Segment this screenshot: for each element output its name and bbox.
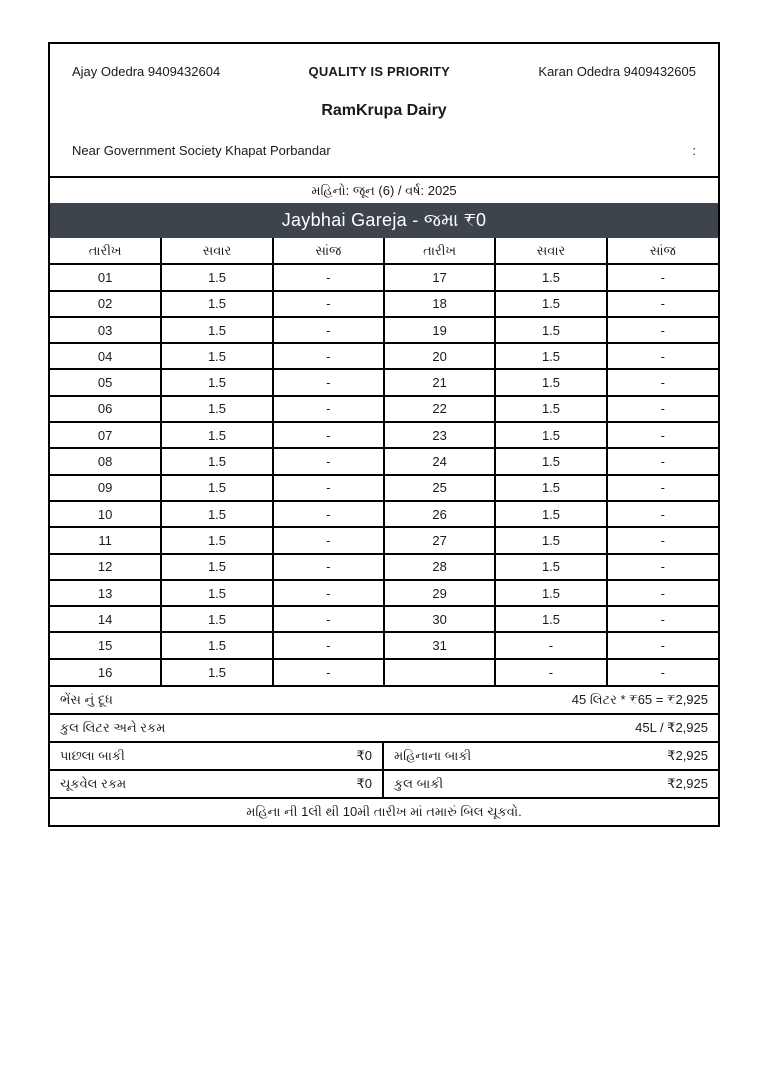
previous-and-month-due-row (50, 741, 718, 769)
table-cell: 22 (384, 396, 495, 422)
table-cell: - (273, 317, 384, 343)
month-due-value: ₹2,925 (667, 748, 708, 764)
month-due-cell (384, 743, 718, 769)
table-cell: 23 (384, 422, 495, 448)
table-cell: 1.5 (161, 527, 272, 553)
table-row (50, 659, 718, 685)
table-cell: 27 (384, 527, 495, 553)
table-cell: 1.5 (161, 422, 272, 448)
total-due-cell (384, 771, 718, 797)
address-text: Near Government Society Khapat Porbandar (72, 143, 331, 158)
table-cell: 31 (384, 632, 495, 658)
table-cell: 1.5 (495, 606, 606, 632)
table-cell: 1.5 (161, 632, 272, 658)
table-cell: 20 (384, 343, 495, 369)
customer-banner-text: Jaybhai Gareja - જમા ₹0 (281, 210, 487, 230)
table-cell: - (607, 448, 718, 474)
slogan: QUALITY IS PRIORITY (308, 64, 451, 79)
table-cell: - (607, 396, 718, 422)
table-cell: - (495, 632, 606, 658)
table-cell (384, 659, 495, 685)
table-cell: - (273, 527, 384, 553)
total-liters-row (50, 713, 718, 741)
table-cell: 17 (384, 264, 495, 290)
table-cell: 06 (50, 396, 161, 422)
column-header-date-right: તારીખ (384, 238, 495, 264)
table-cell: 1.5 (495, 501, 606, 527)
table-cell: 1.5 (495, 291, 606, 317)
table-cell: 1.5 (161, 606, 272, 632)
table-cell: 1.5 (495, 317, 606, 343)
table-cell: - (607, 527, 718, 553)
table-cell: 09 (50, 475, 161, 501)
table-cell: - (273, 501, 384, 527)
table-cell: 1.5 (161, 448, 272, 474)
table-row (50, 291, 718, 317)
table-row (50, 264, 718, 290)
table-cell: - (273, 606, 384, 632)
table-cell: 02 (50, 291, 161, 317)
table-row (50, 527, 718, 553)
payment-note-row (50, 797, 718, 825)
table-cell: 10 (50, 501, 161, 527)
period-row (50, 176, 718, 203)
table-cell: 21 (384, 369, 495, 395)
table-cell: 15 (50, 632, 161, 658)
table-cell: 13 (50, 580, 161, 606)
milk-log-table (50, 238, 718, 685)
table-cell: 29 (384, 580, 495, 606)
table-cell: - (607, 659, 718, 685)
milk-table-body (50, 264, 718, 685)
table-row (50, 580, 718, 606)
table-cell: 24 (384, 448, 495, 474)
table-cell: 1.5 (161, 659, 272, 685)
table-cell: 18 (384, 291, 495, 317)
column-header-morning-left: સવાર (161, 238, 272, 264)
total-liters-label: કુલ લિટર અને રકમ (60, 720, 166, 736)
total-due-value: ₹2,925 (667, 776, 708, 792)
table-row (50, 317, 718, 343)
total-liters-value: 45L / ₹2,925 (635, 720, 708, 736)
table-cell: - (607, 264, 718, 290)
table-cell: - (607, 580, 718, 606)
table-cell: - (273, 580, 384, 606)
table-cell: - (273, 448, 384, 474)
previous-due-label: પાછલા બાકી (60, 748, 125, 764)
table-cell: 1.5 (161, 396, 272, 422)
table-cell: - (607, 501, 718, 527)
table-cell: 1.5 (161, 501, 272, 527)
table-cell: - (607, 606, 718, 632)
buffalo-milk-row (50, 685, 718, 713)
table-cell: 1.5 (495, 554, 606, 580)
table-cell: - (273, 343, 384, 369)
table-cell: - (273, 264, 384, 290)
address-row (72, 143, 696, 158)
table-cell: 1.5 (161, 291, 272, 317)
table-cell: - (495, 659, 606, 685)
table-cell: 05 (50, 369, 161, 395)
table-row (50, 422, 718, 448)
customer-banner (50, 203, 718, 238)
table-cell: 1.5 (495, 422, 606, 448)
milk-table-head (50, 238, 718, 264)
table-row (50, 606, 718, 632)
table-cell: 1.5 (495, 343, 606, 369)
table-cell: - (607, 369, 718, 395)
table-cell: 1.5 (161, 343, 272, 369)
column-header-evening-left: સાંજ (273, 238, 384, 264)
table-cell: - (607, 422, 718, 448)
paid-and-total-due-row (50, 769, 718, 797)
table-cell: 08 (50, 448, 161, 474)
table-header-row (50, 238, 718, 264)
payment-note: મહિના ની 1લી થી 10મી તારીખ માં તમારું બિલ ચૂકવો. (246, 804, 522, 820)
table-cell: 07 (50, 422, 161, 448)
table-cell: 1.5 (495, 369, 606, 395)
table-cell: - (273, 475, 384, 501)
table-cell: 01 (50, 264, 161, 290)
previous-due-cell (50, 743, 384, 769)
table-row (50, 475, 718, 501)
table-row (50, 501, 718, 527)
table-cell: 1.5 (495, 475, 606, 501)
table-cell: - (273, 554, 384, 580)
table-cell: - (273, 396, 384, 422)
table-cell: 1.5 (495, 448, 606, 474)
table-row (50, 448, 718, 474)
table-cell: 04 (50, 343, 161, 369)
table-cell: 26 (384, 501, 495, 527)
table-cell: 1.5 (161, 317, 272, 343)
paid-amount-label: ચૂકવેલ રકમ (60, 776, 127, 792)
table-cell: 12 (50, 554, 161, 580)
table-cell: - (607, 554, 718, 580)
table-row (50, 369, 718, 395)
table-cell: - (273, 659, 384, 685)
table-cell: - (607, 632, 718, 658)
table-cell: - (273, 632, 384, 658)
table-cell: 1.5 (161, 475, 272, 501)
table-cell: 30 (384, 606, 495, 632)
table-cell: 1.5 (161, 554, 272, 580)
table-cell: - (273, 369, 384, 395)
table-cell: - (607, 291, 718, 317)
buffalo-milk-value: 45 લિટર * ₹65 = ₹2,925 (571, 692, 708, 708)
paid-amount-value: ₹0 (356, 776, 372, 792)
address-colon: : (692, 143, 696, 158)
table-cell: - (607, 343, 718, 369)
table-cell: 1.5 (495, 527, 606, 553)
table-cell: 19 (384, 317, 495, 343)
column-header-evening-right: સાંજ (607, 238, 718, 264)
table-cell: 1.5 (495, 580, 606, 606)
table-row (50, 632, 718, 658)
table-row (50, 396, 718, 422)
table-cell: - (607, 317, 718, 343)
table-cell: 1.5 (495, 396, 606, 422)
table-cell: 1.5 (161, 369, 272, 395)
period-text: મહિનો: જૂન (6) / વર્ષ: 2025 (311, 182, 457, 198)
table-cell: - (607, 475, 718, 501)
table-cell: 11 (50, 527, 161, 553)
table-cell: 28 (384, 554, 495, 580)
header-block (50, 44, 718, 176)
table-cell: 1.5 (161, 264, 272, 290)
table-row (50, 343, 718, 369)
header-top-row (72, 64, 696, 79)
column-header-morning-right: સવાર (495, 238, 606, 264)
paid-amount-cell (50, 771, 384, 797)
table-cell: - (273, 422, 384, 448)
previous-due-value: ₹0 (356, 748, 372, 764)
table-cell: 03 (50, 317, 161, 343)
table-cell: - (273, 291, 384, 317)
total-due-label: કુલ બાકી (394, 776, 444, 792)
table-cell: 14 (50, 606, 161, 632)
table-row (50, 554, 718, 580)
vendor-contact-left: Ajay Odedra 9409432604 (72, 64, 221, 79)
vendor-contact-right: Karan Odedra 9409432605 (538, 64, 696, 79)
column-header-date-left: તારીખ (50, 238, 161, 264)
month-due-label: મહિનાના બાકી (394, 748, 472, 764)
table-cell: 1.5 (495, 264, 606, 290)
table-cell: 1.5 (161, 580, 272, 606)
dairy-bill-page (48, 42, 720, 827)
buffalo-milk-label: ભેંસ નું દૂધ (60, 692, 113, 708)
table-cell: 16 (50, 659, 161, 685)
table-cell: 25 (384, 475, 495, 501)
page-title: RamKrupa Dairy (321, 102, 447, 119)
